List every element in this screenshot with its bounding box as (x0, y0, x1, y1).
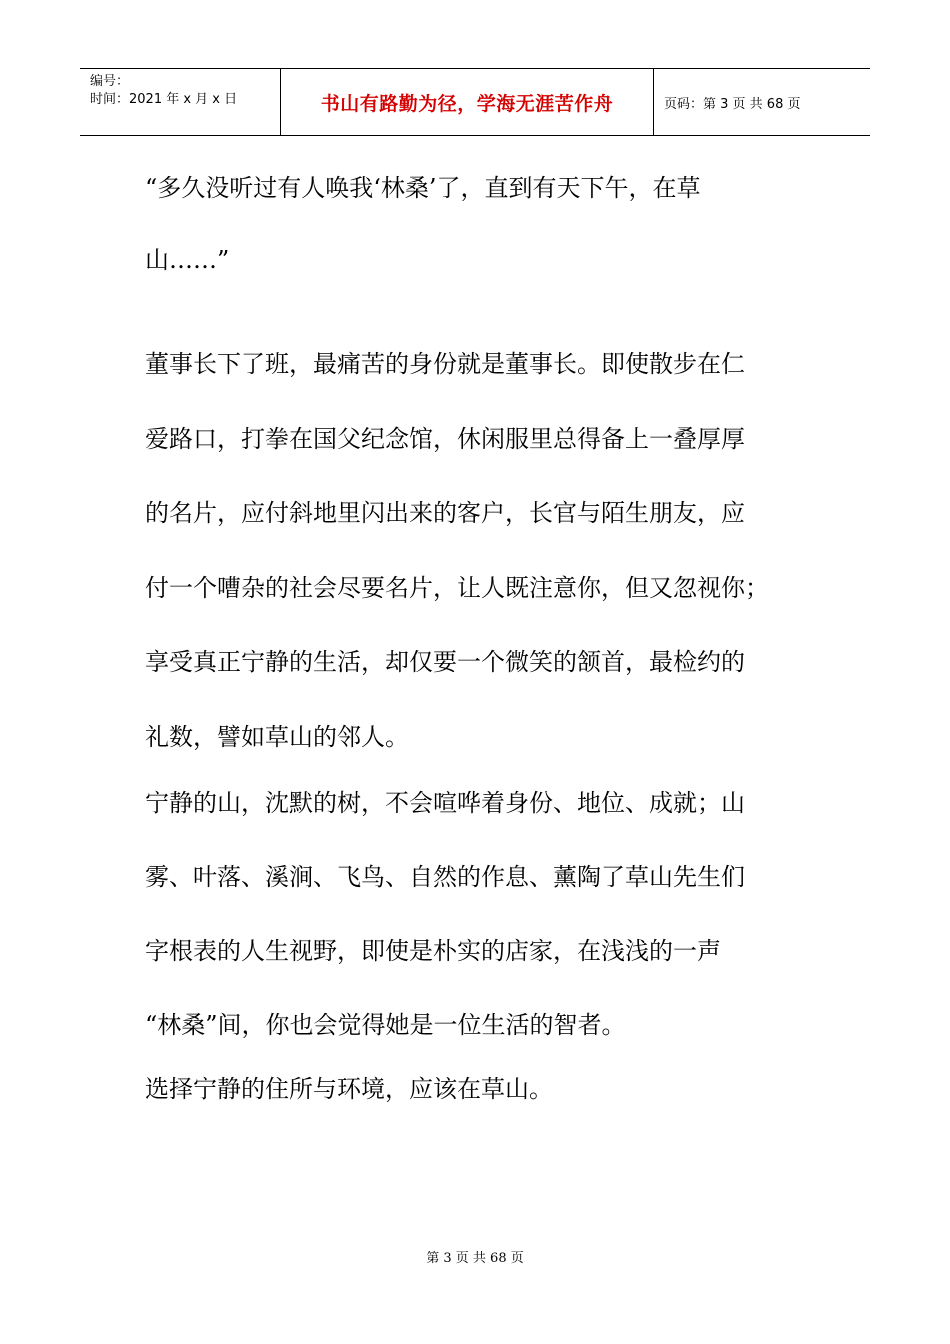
body-line: 宁静的山，沈默的树，不会喧哗着身份、地位、成就；山 (145, 789, 745, 817)
header-meta (80, 69, 281, 135)
body-line: 雾、叶落、溪涧、飞鸟、自然的作息、薰陶了草山先生们 (145, 863, 745, 891)
header-motto: 书山有路勤为径，学海无涯苦作舟 (281, 69, 654, 135)
body-line: 山……” (145, 246, 230, 274)
body-line: 爱路口，打拳在国父纪念馆，休闲服里总得备上一叠厚厚 (145, 425, 745, 453)
page-header (80, 68, 870, 136)
body-line: 付一个嘈杂的社会尽要名片，让人既注意你，但又忽视你； (145, 574, 769, 602)
body-line: “林桑”间，你也会觉得她是一位生活的智者。 (145, 1011, 626, 1039)
header-page-info: 页码：第 3 页 共 68 页 (664, 96, 801, 112)
body-line: 字根表的人生视野，即使是朴实的店家，在浅浅的一声 (145, 937, 721, 965)
body-line: 的名片，应付斜地里闪出来的客户，长官与陌生朋友，应 (145, 499, 745, 527)
date-label: 时间：2021 年 x 月 x 日 (90, 92, 238, 107)
body-line: “多久没听过有人唤我‘林桑’了，直到有天下午，在草 (145, 174, 701, 202)
body-line: 董事长下了班，最痛苦的身份就是董事长。即使散步在仁 (145, 350, 745, 378)
body-line: 礼数，譬如草山的邻人。 (145, 723, 409, 751)
page-footer: 第 3 页 共 68 页 (426, 1251, 524, 1266)
serial-label: 编号： (90, 74, 130, 89)
body-line: 选择宁静的住所与环境，应该在草山。 (145, 1075, 553, 1103)
body-line: 享受真正宁静的生活，却仅要一个微笑的颔首，最检约的 (145, 648, 745, 676)
